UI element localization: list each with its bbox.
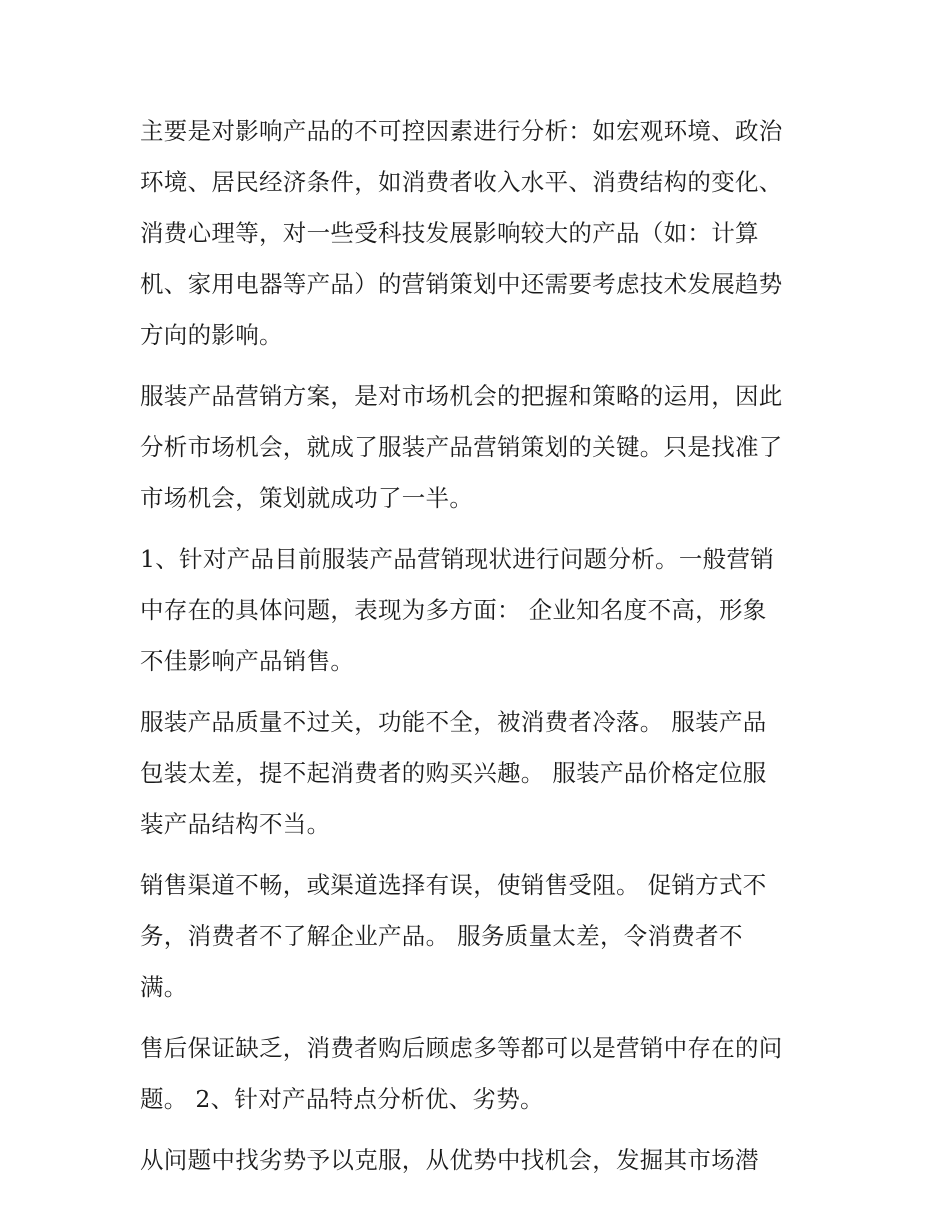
text-line: 销售渠道不畅，或渠道选择有误，使销售受阻。 促销方式不 bbox=[140, 871, 767, 899]
paragraph-strengths-weaknesses bbox=[140, 1135, 820, 1186]
text-line: 方向的影响。 bbox=[140, 321, 283, 349]
paragraph-environment-analysis bbox=[140, 106, 820, 361]
text-line: 包装太差，提不起消费者的购买兴趣。 服装产品价格定位服 bbox=[140, 759, 767, 787]
text-line: 主要是对影响产品的不可控因素进行分析：如宏观环境、政治 bbox=[140, 117, 783, 145]
text-line: 中存在的具体问题，表现为多方面： 企业知名度不高，形象 bbox=[140, 596, 767, 624]
paragraph-market-opportunity bbox=[140, 371, 820, 524]
text-line: 装产品结构不当。 bbox=[140, 810, 331, 838]
text-line: 服装产品质量不过关，功能不全，被消费者冷落。 服装产品 bbox=[140, 708, 767, 736]
paragraph-after-sales bbox=[140, 1023, 820, 1125]
paragraph-product-quality bbox=[140, 697, 820, 850]
text-line: 题。 2、针对产品特点分析优、劣势。 bbox=[140, 1085, 544, 1113]
text-line: 市场机会，策划就成功了一半。 bbox=[140, 484, 474, 512]
text-line: 务，消费者不了解企业产品。 服务质量太差，令消费者不 bbox=[140, 922, 743, 950]
text-line: 售后保证缺乏，消费者购后顾虑多等都可以是营销中存在的问 bbox=[140, 1034, 783, 1062]
text-line: 服装产品营销方案，是对市场机会的把握和策略的运用，因此 bbox=[140, 382, 783, 410]
text-line: 环境、居民经济条件，如消费者收入水平、消费结构的变化、 bbox=[140, 168, 783, 196]
text-line: 不佳影响产品销售。 bbox=[140, 647, 355, 675]
text-line: 分析市场机会，就成了服装产品营销策划的关键。只是找准了 bbox=[140, 433, 783, 461]
paragraph-sales-channels bbox=[140, 860, 820, 1013]
paragraph-problem-analysis bbox=[140, 534, 820, 687]
text-line: 机、家用电器等产品）的营销策划中还需要考虑技术发展趋势 bbox=[140, 270, 783, 298]
document-page bbox=[140, 106, 820, 1196]
text-line: 1、针对产品目前服装产品营销现状进行问题分析。一般营销 bbox=[140, 545, 775, 573]
text-line: 满。 bbox=[140, 973, 188, 1001]
text-line: 从问题中找劣势予以克服，从优势中找机会，发掘其市场潜 bbox=[140, 1146, 759, 1174]
text-line: 消费心理等，对一些受科技发展影响较大的产品（如：计算 bbox=[140, 219, 759, 247]
